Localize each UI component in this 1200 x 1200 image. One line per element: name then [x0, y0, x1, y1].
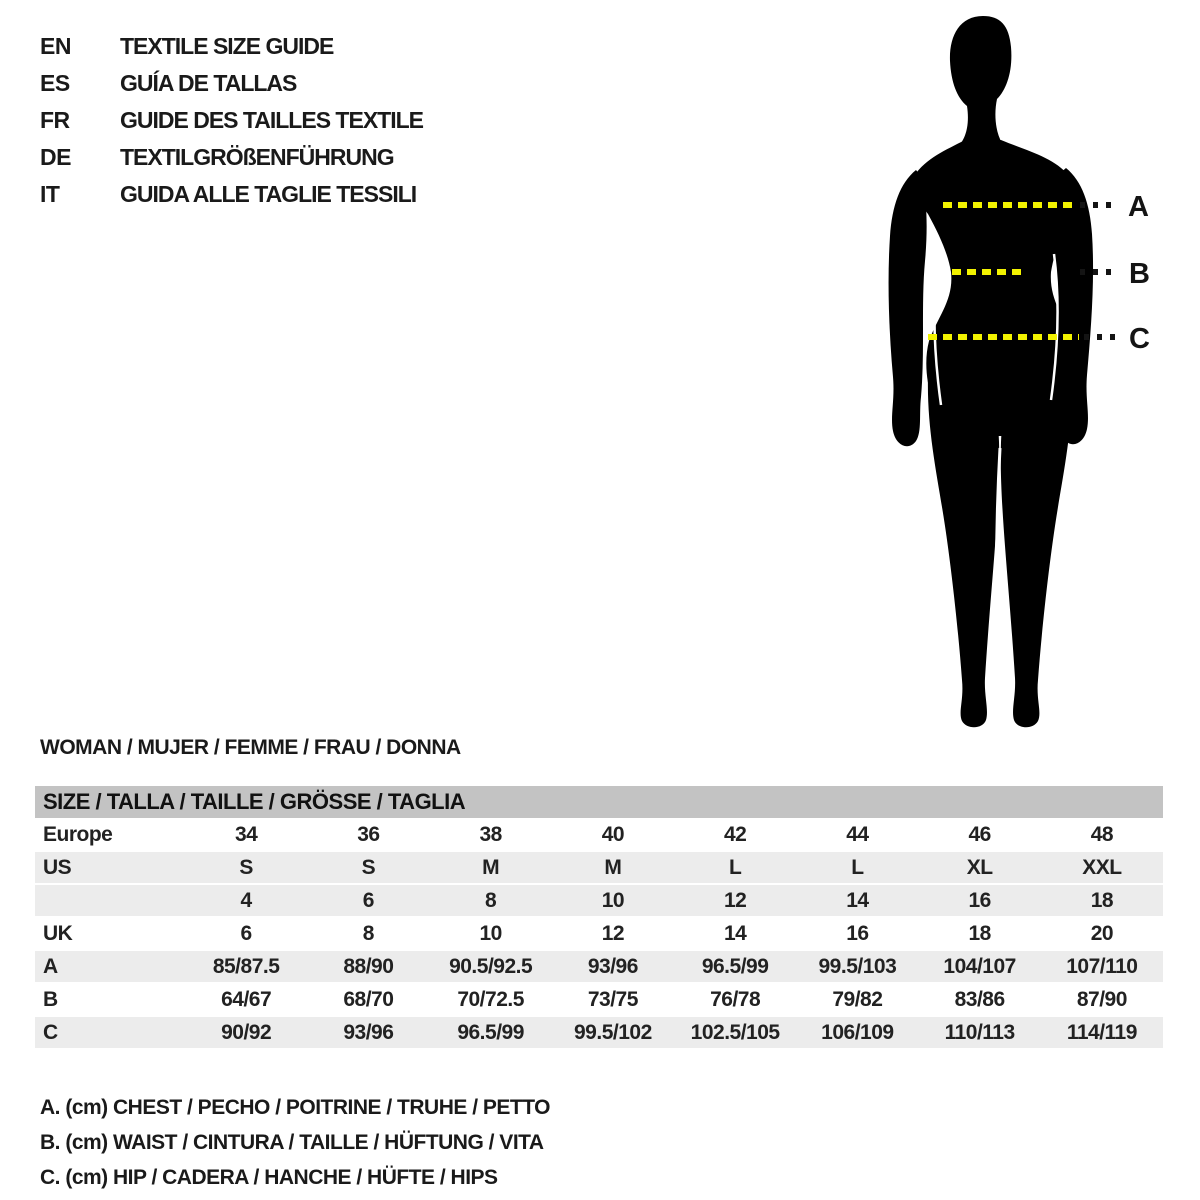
- language-title-list: [40, 28, 423, 213]
- table-row-waist-b: [35, 984, 1163, 1017]
- table-cell: 114/119: [1066, 1020, 1137, 1044]
- table-cell: 44: [846, 822, 869, 846]
- row-label: US: [43, 855, 72, 879]
- table-cell: 14: [723, 921, 747, 945]
- table-cell: 34: [234, 822, 258, 846]
- table-cell: 18: [1090, 888, 1114, 912]
- table-cell: 76/78: [710, 987, 761, 1011]
- table-cell: 73/75: [587, 987, 638, 1011]
- table-cell: L: [851, 855, 864, 879]
- table-cell: 12: [601, 921, 625, 945]
- table-cell: XXL: [1082, 855, 1122, 879]
- table-cell: 93/96: [587, 954, 638, 978]
- language-row-en: [40, 28, 423, 65]
- table-cell: S: [239, 855, 253, 879]
- table-row-uk: [35, 918, 1163, 951]
- size-table: [35, 786, 1163, 1050]
- table-row-us-numeric: [35, 885, 1163, 918]
- table-cell: 90/92: [221, 1020, 272, 1044]
- table-cell: 93/96: [343, 1020, 394, 1044]
- table-cell: XL: [966, 855, 993, 879]
- measurement-label-c: C: [1129, 323, 1150, 355]
- silhouette-left-leg: [928, 356, 999, 727]
- language-code: ES: [40, 70, 70, 96]
- table-cell: 87/90: [1076, 987, 1127, 1011]
- table-cell: 96.5/99: [701, 954, 769, 978]
- legend-line-waist: B. (cm) WAIST / CINTURA / TAILLE / HÜFTUNG / VITA: [40, 1130, 544, 1154]
- table-cell: 38: [479, 822, 502, 846]
- table-row-hip-c: [35, 1017, 1163, 1050]
- table-cell: 107/110: [1066, 954, 1138, 978]
- table-cell: 79/82: [832, 987, 883, 1011]
- language-title: GUÍA DE TALLAS: [120, 70, 297, 96]
- legend-line-hip: C. (cm) HIP / CADERA / HANCHE / HÜFTE / HIPS: [40, 1165, 498, 1189]
- table-cell: 20: [1090, 921, 1114, 945]
- row-label: UK: [43, 921, 73, 945]
- table-cell: 48: [1090, 822, 1114, 846]
- silhouette-left-arm: [889, 170, 927, 446]
- row-label: A: [43, 954, 58, 978]
- table-cell: 8: [485, 888, 497, 912]
- measurement-label-a: A: [1128, 191, 1149, 223]
- size-table-header: SIZE / TALLA / TAILLE / GRÖSSE / TAGLIA: [35, 786, 1163, 818]
- table-cell: 4: [240, 888, 252, 912]
- table-cell: 90.5/92.5: [449, 954, 533, 978]
- table-row-chest-a: [35, 951, 1163, 984]
- table-cell: 64/67: [221, 987, 272, 1011]
- table-cell: 70/72.5: [457, 987, 524, 1011]
- table-cell: 10: [601, 888, 625, 912]
- table-cell: 99.5/103: [818, 954, 897, 978]
- language-row-fr: [40, 102, 423, 139]
- table-cell: 85/87.5: [212, 954, 280, 978]
- table-cell: 68/70: [343, 987, 394, 1011]
- table-cell: 12: [723, 888, 747, 912]
- legend-line-chest: A. (cm) CHEST / PECHO / POITRINE / TRUHE / PETTO: [40, 1095, 551, 1119]
- language-code: FR: [40, 107, 70, 133]
- measurement-label-b: B: [1129, 258, 1150, 290]
- table-cell: M: [482, 855, 500, 879]
- table-cell: 96.5/99: [457, 1020, 524, 1044]
- table-cell: 102.5/105: [690, 1020, 780, 1044]
- language-title: GUIDE DES TAILLES TEXTILE: [120, 107, 423, 133]
- language-code: IT: [40, 181, 60, 207]
- woman-silhouette: [889, 16, 1093, 727]
- language-row-it: [40, 176, 423, 213]
- language-row-es: [40, 65, 423, 102]
- table-cell: 99.5/102: [574, 1020, 652, 1044]
- table-cell: 40: [601, 822, 625, 846]
- table-cell: 104/107: [943, 954, 1016, 978]
- section-title: WOMAN / MUJER / FEMME / FRAU / DONNA: [40, 736, 461, 759]
- table-cell: 10: [479, 921, 502, 945]
- measurement-figure: [870, 10, 1170, 750]
- language-title: GUIDA ALLE TAGLIE TESSILI: [120, 181, 417, 207]
- table-cell: 8: [362, 921, 374, 945]
- table-cell: 6: [362, 888, 374, 912]
- table-cell: 18: [968, 921, 991, 945]
- measurement-legend: [40, 1090, 550, 1195]
- table-row-europe: [35, 819, 1163, 852]
- language-title: TEXTILE SIZE GUIDE: [120, 33, 334, 59]
- table-cell: 6: [240, 921, 252, 945]
- table-cell: 16: [846, 921, 869, 945]
- row-label: Europe: [43, 822, 113, 846]
- table-cell: 88/90: [343, 954, 394, 978]
- table-cell: 42: [723, 822, 747, 846]
- table-cell: 110/113: [944, 1020, 1015, 1044]
- row-label: C: [43, 1020, 58, 1044]
- table-cell: S: [361, 855, 376, 879]
- silhouette-head: [950, 16, 1011, 148]
- language-code: EN: [40, 33, 71, 59]
- language-row-de: [40, 139, 423, 176]
- silhouette-right-leg: [1001, 356, 1072, 727]
- language-title: TEXTILGRÖßENFÜHRUNG: [120, 144, 394, 170]
- row-label: B: [43, 987, 58, 1011]
- language-code: DE: [40, 144, 71, 170]
- table-cell: 46: [968, 822, 991, 846]
- table-cell: L: [728, 855, 742, 879]
- table-cell: 16: [968, 888, 991, 912]
- table-cell: 36: [357, 822, 380, 846]
- table-cell: 83/86: [954, 987, 1005, 1011]
- table-cell: 106/109: [821, 1020, 894, 1044]
- woman-silhouette-svg: [870, 10, 1170, 750]
- table-cell: M: [604, 855, 622, 879]
- table-cell: 14: [846, 888, 869, 912]
- table-row-us: [35, 852, 1163, 885]
